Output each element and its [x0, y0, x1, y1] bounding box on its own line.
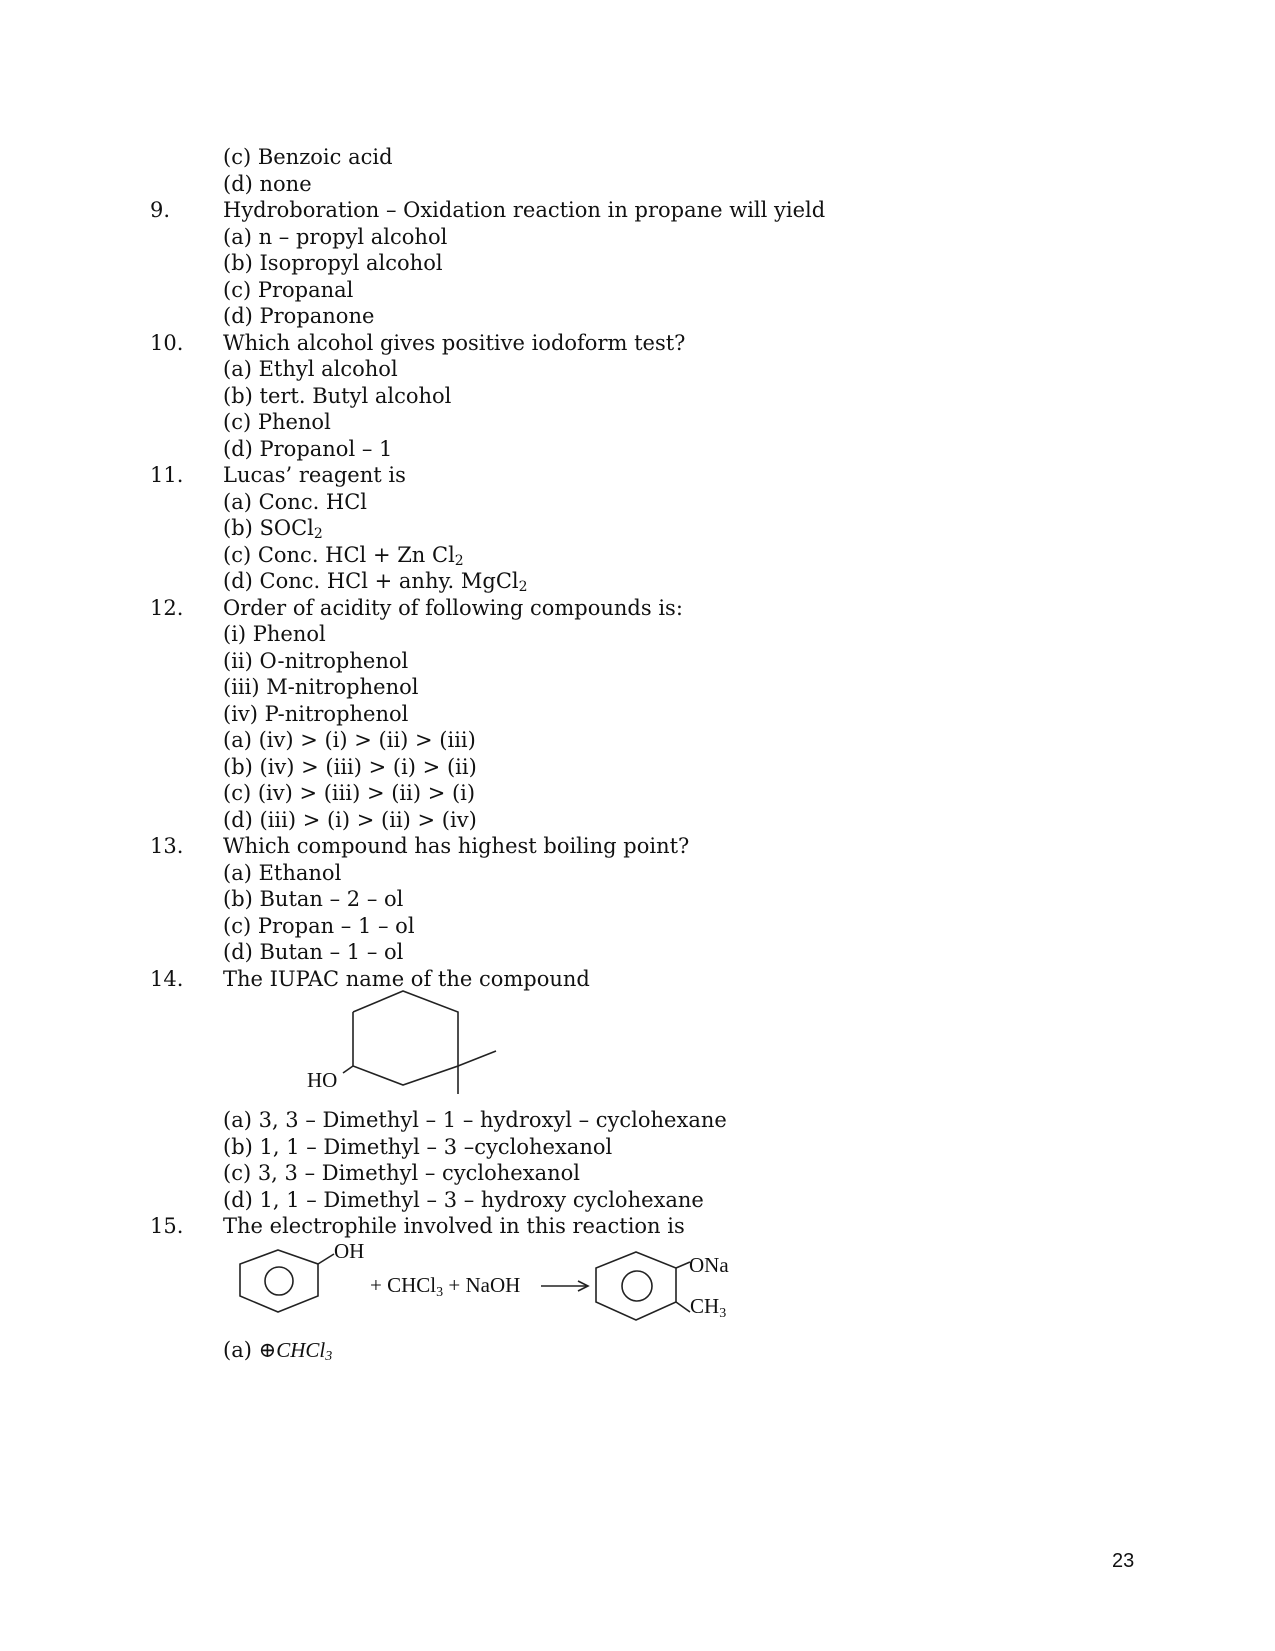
- option-text: (d) Butan – 1 – ol: [223, 940, 404, 964]
- option-text: (d) none: [223, 171, 312, 196]
- question-line: [0, 833, 1275, 860]
- question-text: Lucas’ reagent is: [223, 463, 406, 487]
- option-line: [0, 356, 1275, 383]
- option-line: [0, 409, 1275, 436]
- hydroxyl-label: OH: [334, 1238, 365, 1263]
- reaction-figure-reimer-tiemann: [0, 1240, 1275, 1337]
- option-line: [0, 939, 1275, 966]
- option-line: [0, 489, 1275, 516]
- option-text: (b) Butan – 2 – ol: [223, 887, 404, 911]
- option-line: [0, 515, 1275, 542]
- question-text: Which alcohol gives positive iodoform test?: [223, 330, 686, 355]
- question-number: 13.: [150, 834, 184, 858]
- compound-line: [0, 674, 1275, 701]
- option-text: (d) (iii) > (i) > (ii) > (iv): [223, 807, 477, 832]
- option-line: [0, 1134, 1275, 1161]
- option-text: (b) Isopropyl alcohol: [223, 251, 443, 275]
- option-line: [0, 383, 1275, 410]
- option-line: [0, 277, 1275, 304]
- option-line: [0, 1160, 1275, 1187]
- reagents-pre: + CHCl: [370, 1272, 437, 1297]
- oplus-symbol: ⊕: [258, 1337, 277, 1362]
- subscript: 3: [325, 1348, 333, 1364]
- question-list: [0, 144, 1275, 1363]
- reaction-scheme-drawing: [0, 1240, 1275, 1337]
- option-line: [0, 144, 1275, 171]
- question-line: [0, 1213, 1275, 1240]
- question-line: [0, 330, 1275, 357]
- reagents-label: [370, 1273, 520, 1300]
- question-number: 9.: [150, 198, 171, 222]
- compound-line: [0, 701, 1275, 728]
- reagents-subscript: 3: [436, 1284, 444, 1300]
- option-text: (b) 1, 1 – Dimethyl – 3 –cyclohexanol: [223, 1134, 613, 1159]
- option-text: (a) Conc. HCl: [223, 489, 368, 514]
- sodium-oxide-label: ONa: [689, 1252, 729, 1277]
- option-text: (c) (iv) > (iii) > (ii) > (i): [223, 781, 476, 805]
- option-line: [0, 436, 1275, 463]
- compound-text: (iii) M-nitrophenol: [223, 675, 419, 699]
- question-line: [0, 462, 1275, 489]
- option-line: [0, 224, 1275, 251]
- option-text: (d) Propanone: [223, 304, 375, 328]
- compound-line: [0, 648, 1275, 675]
- product-ring: [596, 1252, 690, 1320]
- subscript: 2: [313, 526, 323, 542]
- question-number: 11.: [150, 463, 184, 487]
- option-line: [0, 250, 1275, 277]
- option-line: [0, 303, 1275, 330]
- option-line: [0, 171, 1275, 198]
- question-line: [0, 197, 1275, 224]
- subscript: 2: [518, 579, 528, 595]
- compound-text: (i) Phenol: [223, 622, 326, 646]
- option-line: [0, 913, 1275, 940]
- option-line: [0, 542, 1275, 569]
- question-text: The electrophile involved in this reaction is: [223, 1214, 685, 1238]
- option-text: (a) n – propyl alcohol: [223, 224, 448, 249]
- option-text: (a) (iv) > (i) > (ii) > (iii): [223, 728, 476, 752]
- option-text: [223, 542, 464, 569]
- compound-text: (iv) P-nitrophenol: [223, 701, 409, 726]
- option-line: [0, 1337, 1275, 1364]
- option-text: (c) Benzoic acid: [223, 145, 393, 169]
- question-number: 10.: [150, 330, 184, 355]
- subscript: 2: [454, 552, 464, 569]
- formula-text: (c) Conc. HCl + Zn Cl: [223, 542, 455, 567]
- option-text: (c) Propanal: [223, 277, 354, 302]
- option-line: [0, 727, 1275, 754]
- methyl-text: CH: [690, 1293, 720, 1318]
- option-text: (c) Phenol: [223, 410, 331, 434]
- methyl-label: [690, 1294, 726, 1321]
- methyl-subscript: 3: [719, 1305, 727, 1321]
- cyclohexane-ring: [343, 991, 496, 1094]
- structure-figure-dimethylcyclohexanol: [0, 992, 1275, 1107]
- option-line: [0, 568, 1275, 595]
- option-prefix: (a): [223, 1337, 259, 1362]
- option-line: [0, 780, 1275, 807]
- option-text: (a) Ethanol: [223, 860, 342, 885]
- option-text: (a) Ethyl alcohol: [223, 357, 398, 381]
- formula-text: (b) SOCl: [223, 516, 314, 540]
- option-line: [0, 860, 1275, 887]
- option-line: [0, 1187, 1275, 1214]
- reagents-post: + NaOH: [443, 1272, 521, 1297]
- cyclohexane-structure-drawing: [0, 992, 1275, 1107]
- question-text: Hydroboration – Oxidation reaction in propane will yield: [223, 198, 826, 222]
- option-line: [0, 1107, 1275, 1134]
- phenol-ring: [240, 1250, 334, 1312]
- question-number: 15.: [150, 1214, 184, 1238]
- option-text: [223, 568, 528, 595]
- question-line: [0, 595, 1275, 622]
- option-text: (d) 1, 1 – Dimethyl – 3 – hydroxy cyclohexane: [223, 1187, 704, 1212]
- formula-text: CHCl: [276, 1337, 326, 1362]
- option-text: (b) tert. Butyl alcohol: [223, 383, 452, 408]
- option-text: (b) (iv) > (iii) > (i) > (ii): [223, 754, 477, 779]
- option-text: (c) Propan – 1 – ol: [223, 913, 415, 938]
- option-text: (c) 3, 3 – Dimethyl – cyclohexanol: [223, 1161, 580, 1185]
- question-number: 12.: [150, 595, 184, 620]
- question-line: [0, 966, 1275, 993]
- option-line: [0, 886, 1275, 913]
- compound-text: (ii) O-nitrophenol: [223, 648, 409, 673]
- page-number: 23: [1112, 1550, 1135, 1572]
- option-text: [223, 1337, 332, 1364]
- hydroxyl-label: HO: [307, 1068, 338, 1092]
- question-text: The IUPAC name of the compound: [223, 966, 590, 991]
- option-text: (a) 3, 3 – Dimethyl – 1 – hydroxyl – cyclohexane: [223, 1108, 727, 1132]
- question-number: 14.: [150, 966, 184, 991]
- option-line: [0, 754, 1275, 781]
- formula-text: (d) Conc. HCl + anhy. MgCl: [223, 569, 519, 593]
- question-text: Which compound has highest boiling point?: [223, 834, 690, 858]
- option-text: (d) Propanol – 1: [223, 436, 393, 461]
- compound-line: [0, 621, 1275, 648]
- option-text: [223, 515, 323, 542]
- option-line: [0, 807, 1275, 834]
- question-text: Order of acidity of following compounds is:: [223, 595, 683, 620]
- reaction-arrow: [541, 1281, 588, 1291]
